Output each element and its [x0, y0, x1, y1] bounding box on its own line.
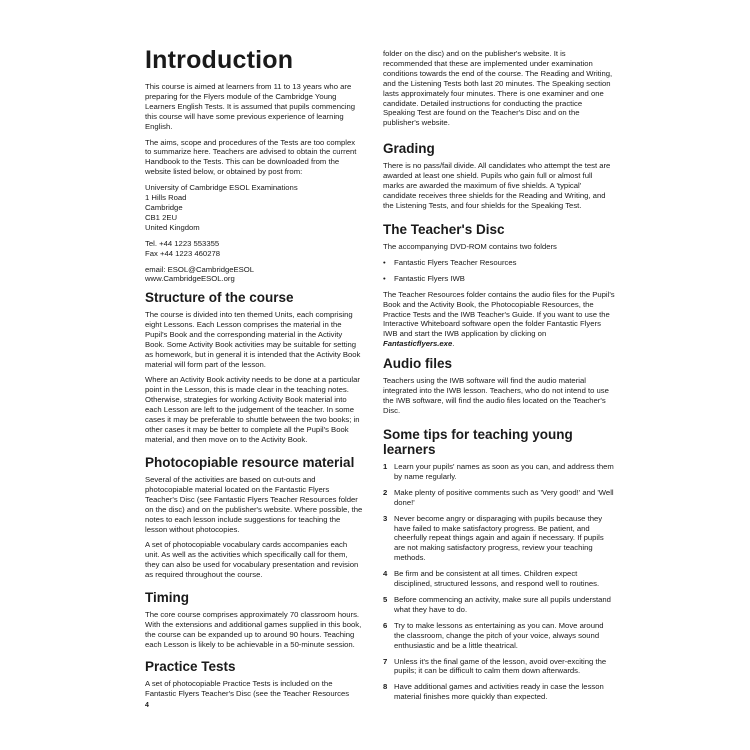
paragraph: Where an Activity Book activity needs to be done at a particular point in the Lesson, this is made clear in the teaching notes. Otherwise, strategies for working Activity Book material into each Lesson are left to the judgement of the teacher. In some cases it may be preferable to shuttle between the two books; in other cases it may be better to complete all the Pupil's Book material, and then move on to the Activity Book. [145, 375, 360, 444]
practice-tests-section [145, 659, 363, 705]
tip-item [383, 682, 615, 702]
list-item: • Fantastic Flyers Teacher Resources [383, 257, 517, 267]
teachers-disc-section [383, 222, 615, 355]
tips-list [383, 462, 615, 702]
paragraph: The Teacher Resources folder contains the audio files for the Pupil's Book and the Activity Book, the Photocopiable Resources, the Practice Tests and the IWB Teacher's Guide. If you want to use the Interactive Whiteboard software open the folder Fantastic Flyers IWB and start the IWB application by clicking on Fantasticflyers.exe. [383, 289, 615, 349]
section-heading: The Teacher's Disc [383, 222, 505, 237]
photocopiable-section [145, 455, 363, 586]
tip-text: Before commencing an activity, make sure all pupils understand what they have to do. [394, 594, 611, 614]
tip-item [383, 595, 615, 615]
tip-number: 1 [383, 462, 388, 471]
folder-list [383, 258, 615, 284]
phone-fax: Tel. +44 1223 553355 Fax +44 1223 460278 [145, 238, 221, 258]
intro-paragraph-2: The aims, scope and procedures of the Tests are too complex to summarize here. Teachers are advised to obtain the current Handbook to the Tests. This can be downloaded from the website listed below, or obtained by post from: [145, 137, 357, 177]
tip-number: 2 [383, 487, 388, 497]
introduction-section [145, 45, 363, 290]
section-heading: Practice Tests [145, 659, 236, 674]
tip-text: Try to make lessons as entertaining as you can. Move around the classroom, change the pitch of your voice, always sound enthusiastic and be a little theatrical. [394, 620, 604, 650]
paragraph: Several of the activities are based on cut-outs and photocopiable material located on the Fantastic Flyers Teacher's Disc (see Fantastic Flyers Teacher Resources folder on the disc) and on the publisher's website. Where possible, the notes to each lesson include suggestions for teaching the lesson without photocopies. [145, 475, 363, 534]
tip-item [383, 488, 615, 508]
tip-item [383, 621, 615, 651]
tip-item [383, 569, 615, 589]
section-heading: Audio files [383, 356, 453, 371]
paragraph: folder on the disc) and on the publisher's website. It is recommended that these are implemented under examination conditions towards the end of the course. The Reading and Writing, and the Listening Tests both last 20 minutes. The Speaking section lasts approximately four minutes. There is one examiner and one candidate. Detailed instructions for conducting the practice Speaking Test are found on the Teacher's Disc and on the publisher's website. [383, 49, 613, 128]
section-heading: Timing [145, 590, 190, 605]
grading-section [383, 141, 615, 217]
paragraph: There is no pass/fail divide. All candidates who attempt the test are awarded at least one shield. Pupils who gain full or almost full marks are awarded the maximum of five shields. A 'typical' candidate receives three shields for the Reading and Writing, and the Listening Tests, and four shields for the Speaking Test. [383, 161, 611, 210]
page-number: 4 [145, 702, 149, 709]
email-website: email: ESOL@CambridgeESOL www.CambridgeESOL.org [145, 264, 255, 284]
tip-text: Make plenty of positive comments such as 'Very good!' and 'Well done!' [394, 487, 614, 507]
tip-text: Unless it's the final game of the lesson, avoid over-exciting the pupils; it can be difficult to calm them down afterwards. [394, 656, 607, 676]
structure-section [145, 290, 363, 451]
paragraph: A set of photocopiable vocabulary cards accompanies each unit. As well as the activities which specifically call for them, they can also be used for vocabulary presentation and revision as required throughout the course. [145, 540, 359, 580]
tip-item [383, 657, 615, 677]
tip-item [383, 462, 615, 482]
tip-number: 7 [383, 656, 388, 666]
timing-section [145, 590, 363, 656]
paragraph: The core course comprises approximately 70 classroom hours. With the extensions and additional games supplied in this book, the course can be expanded up to around 90 hours. Teaching each Lesson is likely to be achievable in a 50-minute session. [145, 610, 362, 649]
tip-text: Learn your pupils' names as soon as you can, and address them by name regularly. [394, 462, 614, 481]
tip-item [383, 514, 615, 564]
tip-number: 8 [383, 682, 388, 692]
list-item: • Fantastic Flyers IWB [383, 273, 465, 283]
section-heading: Some tips for teaching young learners [383, 427, 573, 457]
filename: Fantasticflyers.exe [383, 339, 453, 349]
practice-tests-continued [383, 49, 615, 134]
paragraph: The accompanying DVD-ROM contains two folders [383, 242, 557, 251]
section-heading: Grading [383, 141, 435, 156]
tip-number: 6 [383, 620, 388, 630]
section-heading: Photocopiable resource material [145, 455, 355, 470]
tip-number: 5 [383, 594, 388, 604]
section-heading: Structure of the course [145, 290, 294, 305]
bullet-icon: • [383, 257, 386, 267]
intro-paragraph-1: This course is aimed at learners from 11 to 13 years who are preparing for the Flyers module of the Cambridge Young Learners English Tests. It is assumed that pupils commencing this course will have some previous experience of learning English. [145, 82, 356, 131]
paragraph: A set of photocopiable Practice Tests is included on the Fantastic Flyers Teacher's Disc (see the Teacher Resources [145, 679, 350, 698]
tip-text: Have additional games and activities ready in case the lesson material finishes more quickly than expected. [394, 682, 604, 702]
page-title: Introduction [145, 46, 294, 74]
tip-number: 3 [383, 513, 388, 523]
audio-files-section [383, 356, 615, 422]
postal-address: University of Cambridge ESOL Examinations 1 Hills Road Cambridge CB1 2EU United Kingdom [145, 183, 298, 232]
tip-text: Be firm and be consistent at all times. Children expect disciplined, structured lessons, and respond well to routines. [394, 569, 600, 589]
bullet-icon: • [383, 273, 386, 283]
tip-text: Never become angry or disparaging with pupils because they have failed to make satisfactory progress. Be patient, and cheerfully repeat things again and again if necessary. If pupils are not making satisfactory progress, review your teaching methods. [394, 513, 604, 563]
tips-section [383, 427, 615, 708]
paragraph: The course is divided into ten themed Units, each comprising eight Lessons. Each Lesson comprises the material in the Pupil's Book and the corresponding material in the Activity Book. Some Activity Book activities may be suitable for setting as homework, but in general it is intended that the Activity Book material will form part of the lesson. [145, 310, 361, 369]
paragraph: Teachers using the IWB software will find the audio material integrated into the IWB lesson. Teachers, who do not intend to use the IWB software, will find the audio files located on the Teacher's Disc. [383, 376, 609, 415]
tip-number: 4 [383, 569, 388, 579]
